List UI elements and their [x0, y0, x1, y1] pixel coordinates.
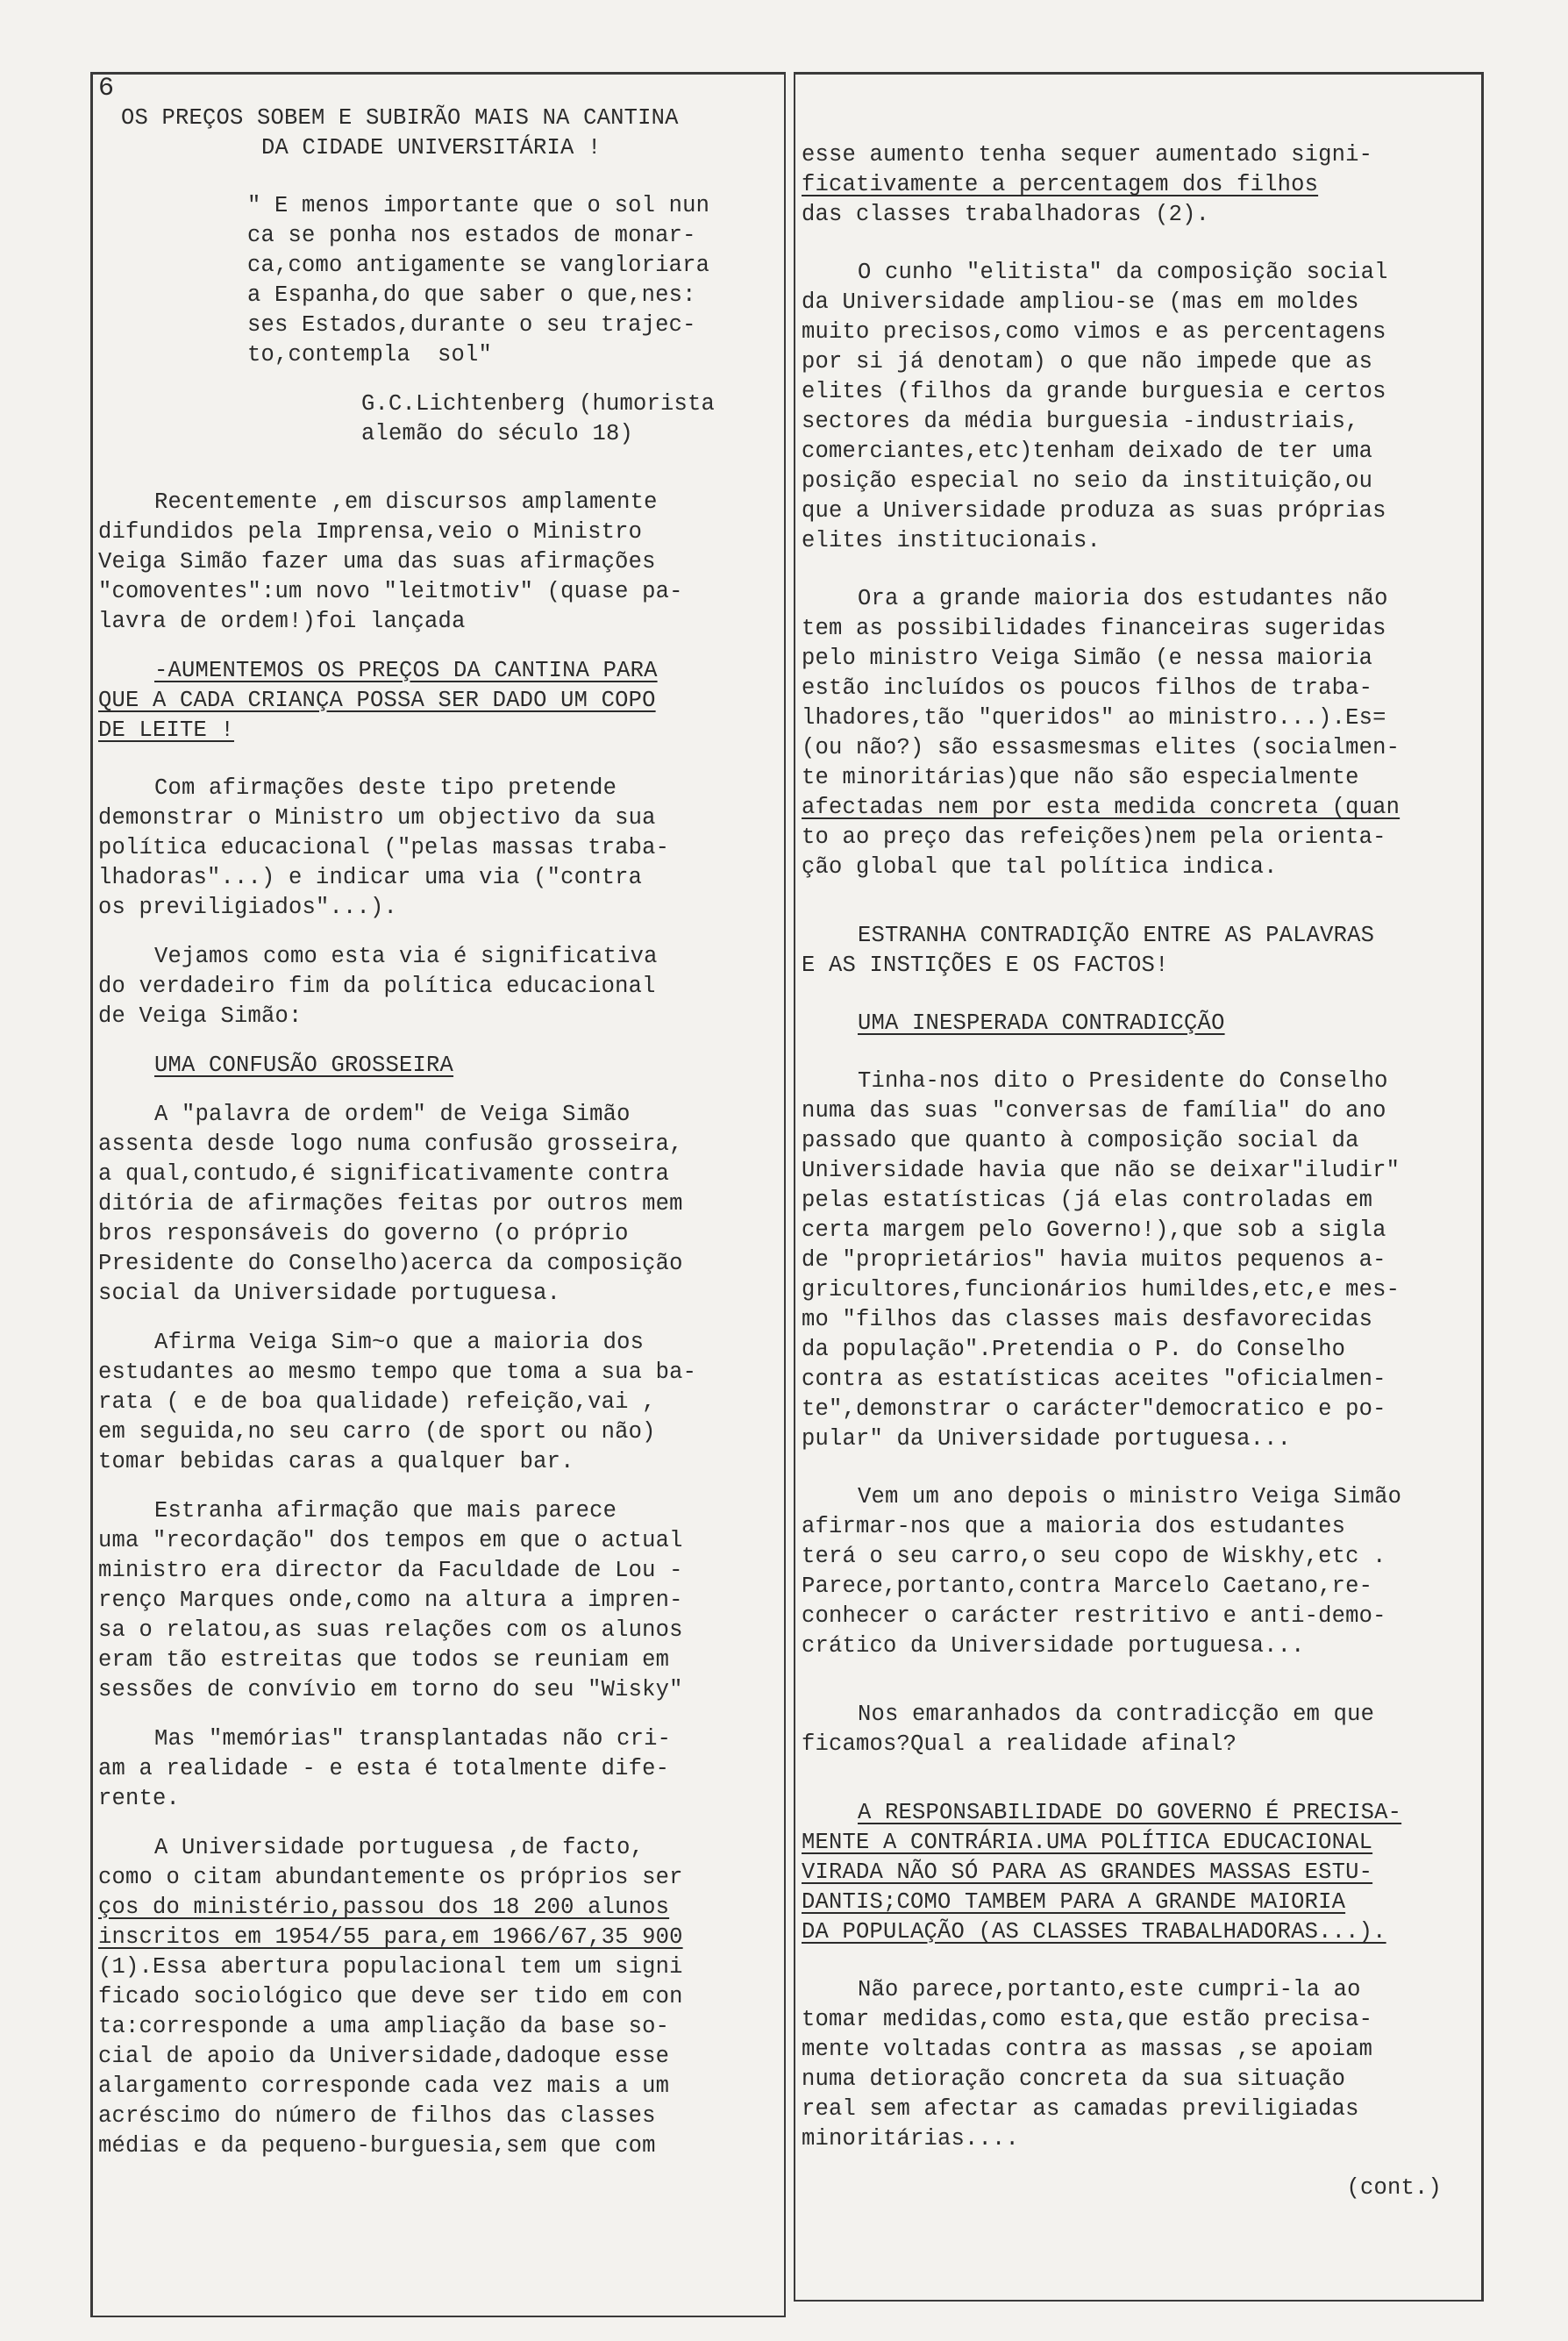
section-subheading: UMA INESPERADA CONTRADICÇÃO [858, 1010, 1225, 1036]
section-heading: UMA CONFUSÃO GROSSEIRA [154, 1053, 454, 1078]
epigraph-quote: " E menos importante que o sol nun ca se ponha nos estados de monar- ca,como antigamente se vangloriara a Espanha,do que saber o que,nes: ses Estados,durante o seu trajec- to,contempla sol" G.C.Lichtenberg (humorista alemão do século 18) [98, 191, 778, 449]
continued-marker: (cont.) [1346, 2175, 1442, 2201]
paragraph: Com afirmações deste tipo pretende demonstrar o Ministro um objectivo da sua política educacional ("pelas massas traba- lhadoras"...) e indicar uma via ("contra os previligiados"...). [98, 775, 670, 920]
paragraph: O cunho "elitista" da composição social da Universidade ampliou-se (mas em moldes muito precisos,como vimos e as percentagens por si já denotam) o que não impede que as elites (filhos da grande burguesia e certos sectores da média burguesia -industriais, comerciantes,etc)tenham deixado de ter uma posição especial no seio da instituição,ou que a Universidade produza as suas próprias elites institucionais. [802, 260, 1388, 553]
paragraph: Nos emaranhados da contradicção em que ficamos?Qual a realidade afinal? [802, 1702, 1375, 1757]
paragraph: Vem um ano depois o ministro Veiga Simão afirmar-nos que a maioria dos estudantes terá o seu carro,o seu copo de Wiskhy,etc . Parece,portanto,contra Marcelo Caetano,re- conhecer o carácter restritivo e anti-demo- crático da Universidade portuguesa... [802, 1484, 1402, 1659]
paragraph: A Universidade portuguesa ,de facto, como o citam abundantemente os próprios ser ços do ministério,passou dos 18 200 alunos inscritos em 1954/55 para,em 1966/67,35 900 (1).Essa abertura populacional tem um signi ficado sociológico que deve ser tido em con ta:corresponde a uma ampliação da base so- cial de apoio da Universidade,dadoque esse alargamento corresponde cada vez mais a um acréscimo do número de filhos das classes médias e da pequeno-burguesia,sem que com [98, 1835, 683, 2159]
paragraph: Recentemente ,em discursos amplamente difundidos pela Imprensa,veio o Ministro Veiga Simão fazer uma das suas afirmações "comoventes":um novo "leitmotiv" (quase pa- lavra de ordem!)foi lançada [98, 489, 683, 634]
paragraph: Tinha-nos dito o Presidente do Conselho numa das suas "conversas de família" do ano passado que quanto à composição social da Universidade havia que não se deixar"iludir" pelas estatísticas (já elas controladas em certa margem pelo Governo!),que sob a sigla de "proprietários" havia muitos pequenos a- gricultores,funcionários humildes,etc,e mes- mo "filhos das classes mais desfavorecidas da população".Pretendia o P. do Conselho contra as estatísticas aceites "oficialmen- te",demonstrar o carácter"democratico e po- pular" da Universidade portuguesa... [802, 1068, 1401, 1452]
paragraph: Ora a grande maioria dos estudantes não tem as possibilidades financeiras sugeridas pelo ministro Veiga Simão (e nessa maioria estão incluídos os poucos filhos de traba- lhadores,tão "queridos" ao ministro...).Es= (ou não?) são essasmesmas elites (socialmen- te minoritárias)que não são especialmente afectadas nem por esta medida concreta (quan to ao preço das refeições)nem pela orienta- ção global que tal política indica. [802, 586, 1401, 880]
paragraph: Não parece,portanto,este cumpri-la ao tomar medidas,como esta,que estão precisa- mente voltadas contra as massas ,se apoiam numa detioração concreta da sua situação real sem afectar as camadas previligiadas minoritárias.... [802, 1977, 1373, 2152]
paragraph: Estranha afirmação que mais parece uma "recordação" dos tempos em que o actual ministro era director da Faculdade de Lou - renço Marques onde,como na altura a impren- sa o relatou,as suas relações com os alunos eram tão estreitas que todos se reuniam em sessões de convívio em torno do seu "Wisky" [98, 1498, 683, 1702]
left-column [98, 103, 778, 2161]
slogan-block: -AUMENTEMOS OS PREÇOS DA CANTINA PARA QUE A CADA CRIANÇA POSSA SER DADO UM COPO DE LEITE ! [98, 658, 658, 743]
paragraph: A "palavra de ordem" de Veiga Simão assenta desde logo numa confusão grosseira, a qual,contudo,é significativamente contra ditória de afirmações feitas por outros mem bros responsáveis do governo (o próprio Presidente do Conselho)acerca da composição social da Universidade portuguesa. [98, 1102, 683, 1306]
paragraph: Mas "memórias" transplantadas não cri- am a realidade - e esta é totalmente dife- rente. [98, 1726, 672, 1811]
article-title-line-1: OS PREÇOS SOBEM E SUBIRÃO MAIS NA CANTINA [121, 105, 679, 131]
section-heading: ESTRANHA CONTRADIÇÃO ENTRE AS PALAVRAS E AS INSTIÇÕES E OS FACTOS! [802, 923, 1375, 978]
paragraph: esse aumento tenha sequer aumentado signi- ficativamente a percentagem dos filhos das classes trabalhadoras (2). [802, 142, 1373, 227]
article-title-line-2: DA CIDADE UNIVERSITÁRIA ! [261, 135, 602, 161]
epigraph-author: G.C.Lichtenberg (humorista [361, 391, 716, 417]
paragraph: Afirma Veiga Sim~o que a maioria dos estudantes ao mesmo tempo que toma a sua ba- rata ( e de boa qualidade) refeição,vai , em seguida,no seu carro (de sport ou não) tomar bebidas caras a qualquer bar. [98, 1330, 697, 1474]
right-column [802, 140, 1477, 2203]
paragraph: Vejamos como esta via é significativa do verdadeiro fim da política educacional de Veiga Simão: [98, 944, 658, 1029]
section-heading: A RESPONSABILIDADE DO GOVERNO É PRECISA- MENTE A CONTRÁRIA.UMA POLÍTICA EDUCACIONAL VIRADA NÃO SÓ PARA AS GRANDES MASSAS ESTU- DANTIS;COMO TAMBEM PARA A GRANDE MAIORIA DA POPULAÇÃO (AS CLASSES TRABALHADORAS...). [802, 1800, 1402, 1945]
page-number: 6 [98, 74, 115, 103]
